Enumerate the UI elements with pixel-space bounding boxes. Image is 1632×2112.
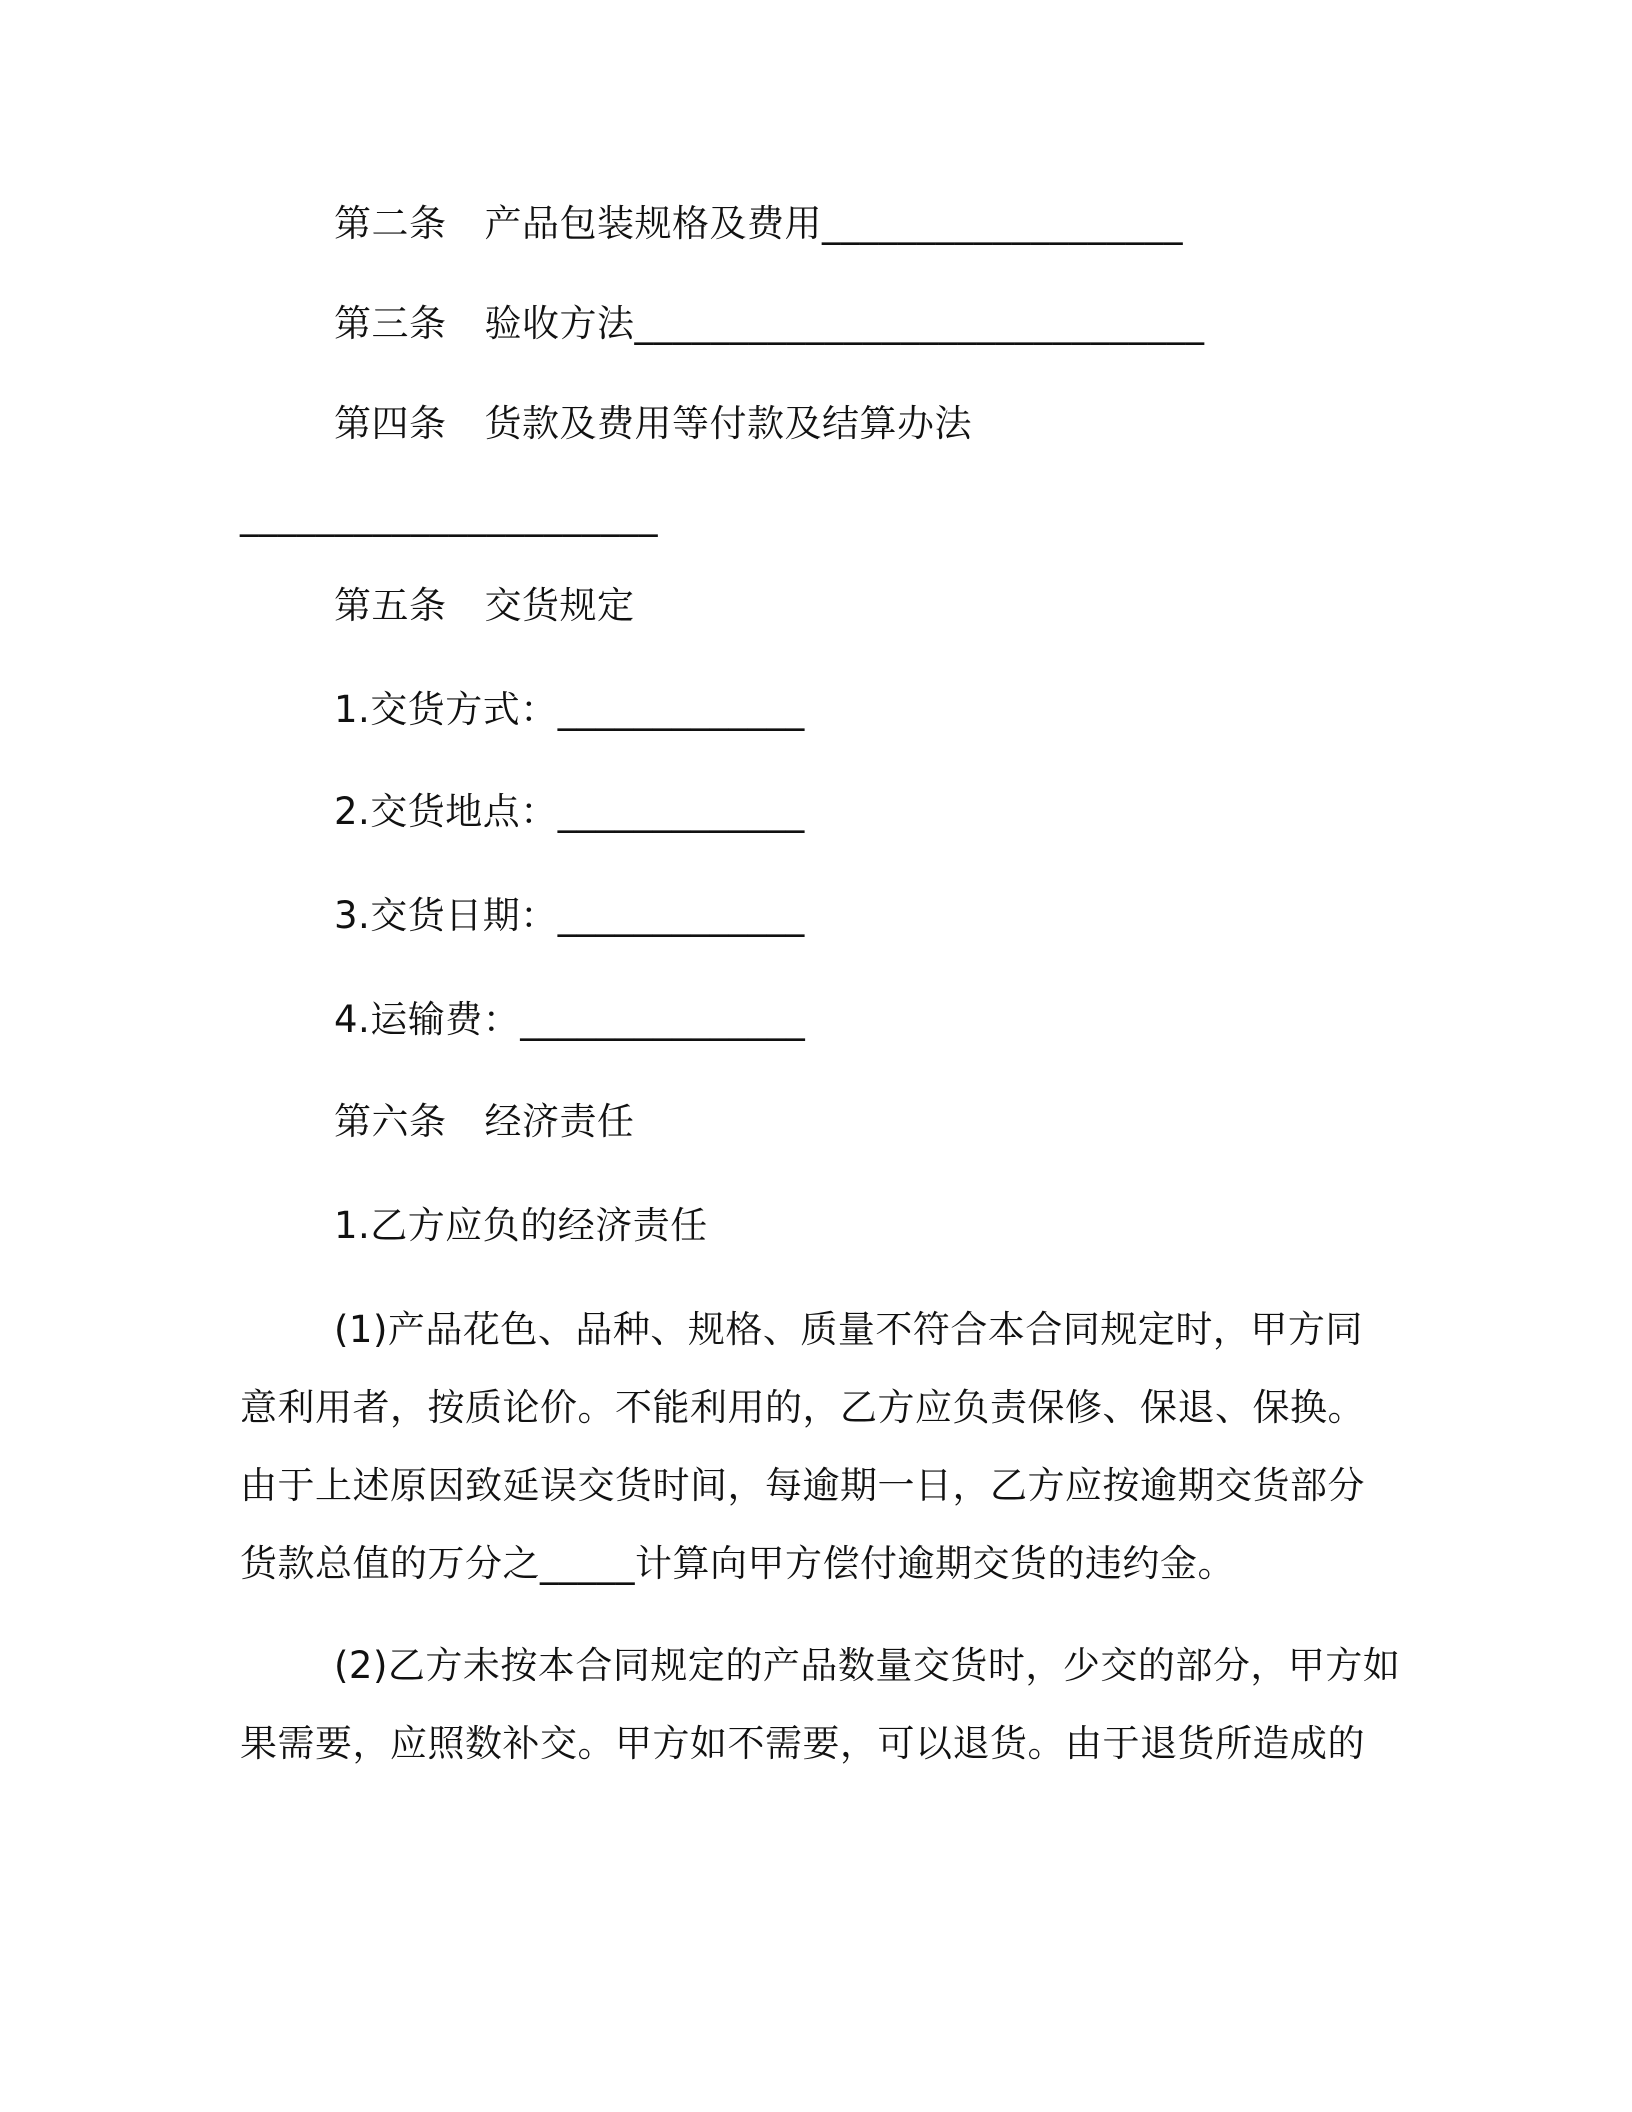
- article-2: [334, 202, 1183, 246]
- delivery-date: 3.交货日期：_____________: [334, 894, 805, 937]
- sub-section-1: 1.乙方应负的经济责任: [334, 1204, 708, 1247]
- article-5: [334, 584, 635, 628]
- article-5-text: 交货规定: [484, 584, 635, 627]
- delivery-location: 2.交货地点：_____________: [334, 790, 805, 833]
- transport-fee: 4.运输费：_______________: [334, 998, 806, 1041]
- para1-line: (1)产品花色、品种、规格、质量不符合本合同规定时，甲方同: [334, 1308, 1363, 1351]
- para1-line: 意利用者，按质论价。不能利用的，乙方应负责保修、保退、保换。: [240, 1386, 1365, 1429]
- delivery-method: 1.交货方式：_____________: [334, 688, 805, 731]
- article-3-text: 验收方法______________________________: [484, 302, 1205, 345]
- article-4: [334, 402, 972, 446]
- article-3: [334, 302, 1205, 346]
- article-6-label: 第六条: [334, 1100, 447, 1143]
- para2-line: 果需要，应照数补交。甲方如不需要，可以退货。由于退货所造成的: [240, 1722, 1365, 1765]
- article-3-label: 第三条: [334, 302, 447, 345]
- article-5-label: 第五条: [334, 584, 447, 627]
- article-4-text: 货款及费用等付款及结算办法: [484, 402, 972, 445]
- article-2-label: 第二条: [334, 202, 447, 245]
- para2-line: (2)乙方未按本合同规定的产品数量交货时，少交的部分，甲方如: [334, 1644, 1401, 1687]
- para1-line: 由于上述原因致延误交货时间，每逾期一日，乙方应按逾期交货部分: [240, 1464, 1365, 1507]
- article-6: [334, 1100, 635, 1144]
- article-4-blank: ______________________: [240, 494, 658, 537]
- article-2-text: 产品包装规格及费用___________________: [484, 202, 1183, 245]
- para1-line: 货款总值的万分之_____计算向甲方偿付逾期交货的违约金。: [240, 1542, 1235, 1585]
- article-6-text: 经济责任: [484, 1100, 635, 1143]
- article-4-label: 第四条: [334, 402, 447, 445]
